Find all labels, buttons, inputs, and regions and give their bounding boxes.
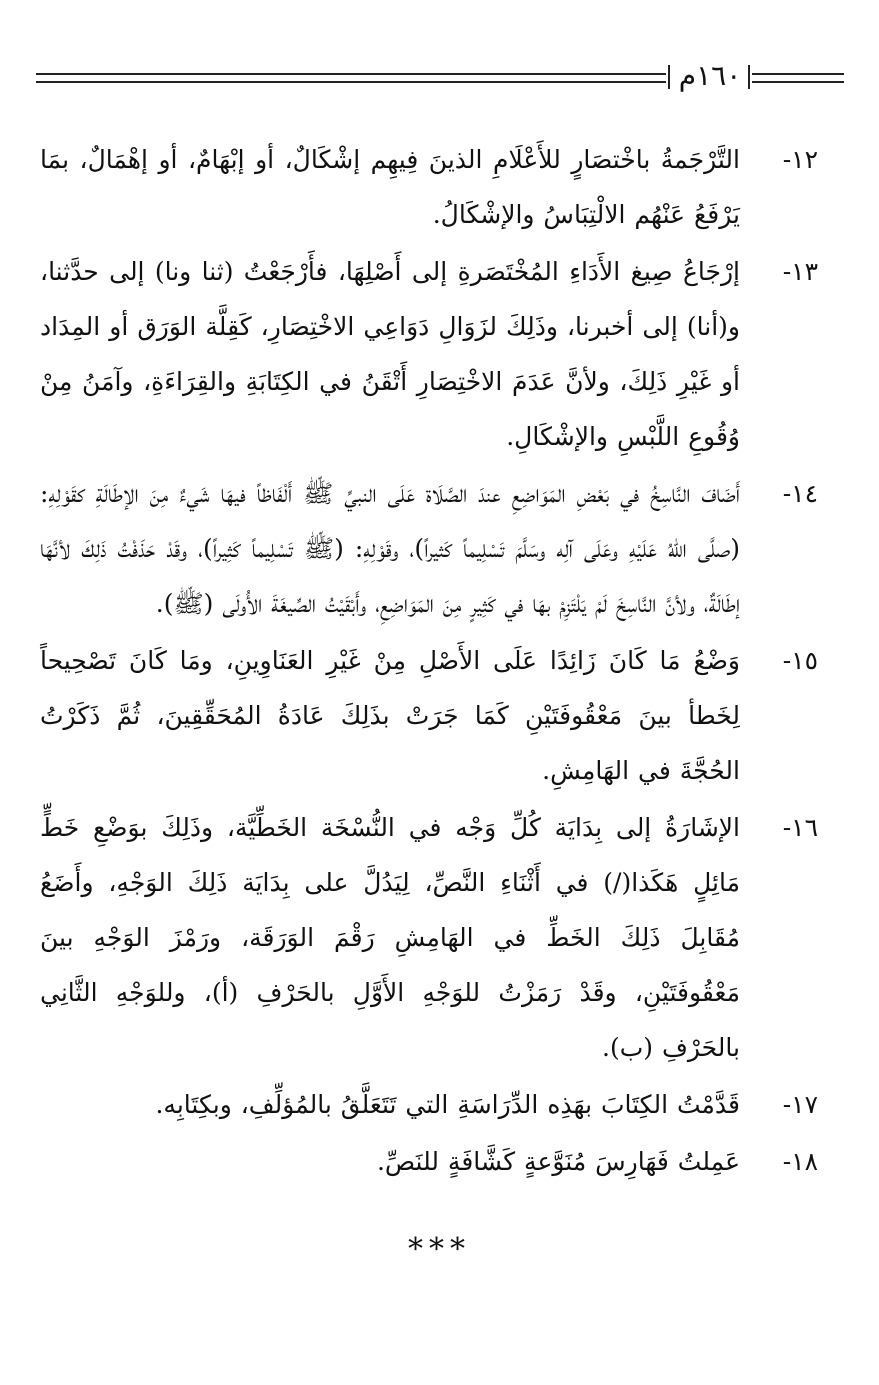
list-item <box>40 1077 818 1132</box>
item-number: ١٦- <box>782 813 818 842</box>
item-number: ١٣- <box>782 257 818 286</box>
item-text: إرْجَاعُ صِيغ الأَدَاءِ المُخْتَصَرةِ إلى أَصْلِهَا، فأَرْجَعْتُ (ثنا ونا) إلى حدَّثنا، و(أنا) إلى أخبرنا، وذَلِكَ لزَوَالِ دَوَاعِي الاخْتِصَارِ، كَقِلَّة الوَرَق أو المِدَاد أو غَيْرِ ذَلِكَ، ولأنَّ عَدَمَ الاخْتِصَارِ أَتْقَنُ في الكِتَابَةِ والقِرَاءَةِ، وآمَنُ مِنْ وُقُوعِ اللَّبْسِ والإشْكَالِ. <box>40 257 740 451</box>
list-item <box>40 800 818 1075</box>
item-text: قَدَّمْتُ الكِتَابَ بهَذِه الدِّرَاسَةِ التي تَتَعَلَّقُ بالمُؤلِّفِ، وبكِتَابِه. <box>155 1090 740 1119</box>
list-item <box>40 244 818 464</box>
header-rule-cap <box>668 65 670 89</box>
numbered-list <box>40 132 818 1191</box>
list-item <box>40 1134 818 1189</box>
item-number: ١٥- <box>782 646 818 675</box>
item-text: وَضْعُ مَا كَانَ زَائِدًا عَلَى الأَصْلِ مِنْ غَيْرِ العَنَاوِينِ، ومَا كَانَ تَصْحِيحاً لِخَطأ بينَ مَعْقُوفَتَيْنِ كَمَا جَرَتْ بذَلِكَ عَادَةُ المُحَقِّقِينَ، ثُمَّ ذَكَرْتُ الحُجَّةَ في الهَامِشِ. <box>40 646 740 785</box>
list-item <box>40 466 818 631</box>
page-header <box>36 58 844 98</box>
list-item <box>40 633 818 798</box>
header-rule-cap <box>748 65 750 89</box>
page-number: ١٦٠م <box>678 59 742 92</box>
item-text: الإشَارَةُ إلى بِدَايَة كُلِّ وَجْه في النُّسْخَة الخَطِّيَّة، وذَلِكَ بوَضْعِ خَطٍّ مَائِلٍ هَكَذا(/) في أَثْنَاءِ النَّصِّ، لِيَدُلَّ على بِدَايَة ذَلِكَ الوَجْهِ، وأَضَعُ مُقَابِلَ ذَلِكَ الخَطِّ في الهَامِشِ رَقْمَ الوَرَقَة، ورَمْزَ الوَجْهِ بينَ مَعْقُوفَتَيْنِ، وقَدْ رَمَزْتُ للوَجْهِ الأَوَّلِ بالحَرْفِ (أ)، وللوَجْهِ الثَّانِي بالحَرْفِ (ب). <box>40 813 740 1062</box>
header-rule-right <box>752 73 844 83</box>
list-item <box>40 132 818 242</box>
item-number: ١٤- <box>782 479 818 508</box>
item-text: التَّرْجَمةُ باخْتصَارٍ للأَعْلَامِ الذينَ فِيهِم إشْكَالٌ، أو إبْهَامٌ، أو إهْمَالٌ، بمَا يَرْفَعُ عَنْهُم الالْتِبَاسُ والإشْكَالُ. <box>40 145 740 229</box>
item-number: ١٧- <box>782 1090 818 1119</box>
header-rule-left <box>36 73 666 83</box>
section-separator: *** <box>408 1232 471 1267</box>
item-text: عَمِلتُ فَهَارِسَ مُنَوَّعةٍ كَشَّافَةٍ للنَصِّ. <box>376 1147 740 1176</box>
item-text: أَضَافَ النَّاسِخُ في بَعْضِ المَوَاضِعِ عندَ الصَّلَاة عَلَى النبيِّ ﷺ أَلْفَاظاً فيهَا شَيءٌ مِنَ الإطَالَةِ كقَوْلِهِ: (صلَّى اللهُ عَلَيْهِ وعَلَى آلِه وسَلَّمَ تَسْلِيماً كَثيراً)، وقَوْلِهِ: (ﷺ تَسْلِيماً كَثِيراً)، وقَدْ حَذَفْتُ ذَلِكَ لأنَّهَا إطَالَةٌ، ولأنَّ النَّاسِخَ لَمْ يَلْتَزِمْ بهَا في كَثِيرٍ مِنَ المَوَاضِعِ، وأَبْقَيْتُ الصِّيغَةَ الأُولَى (ﷺ). <box>40 479 740 618</box>
item-number: ١٨- <box>782 1147 818 1176</box>
item-number: ١٢- <box>782 145 818 174</box>
